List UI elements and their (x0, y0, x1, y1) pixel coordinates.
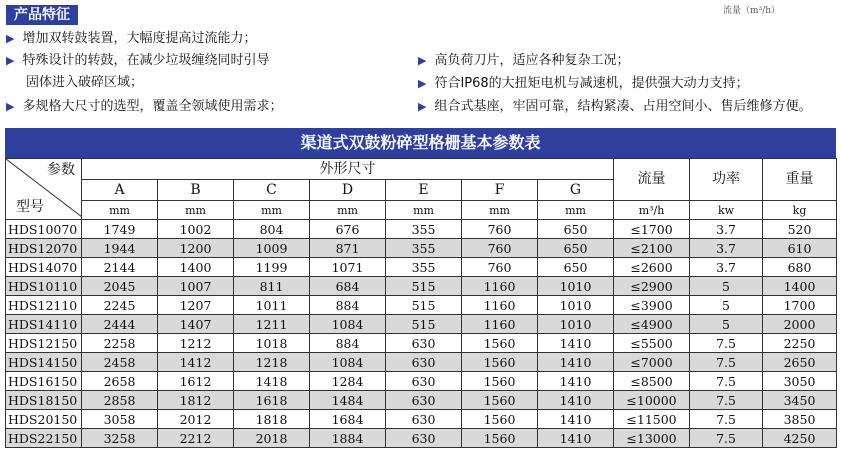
value-cell: 7.5 (690, 353, 763, 372)
model-cell: HDS14070 (6, 258, 82, 277)
value-cell: 1560 (462, 353, 538, 372)
unit-cell: mm (386, 201, 462, 220)
col-header: C (234, 180, 310, 201)
value-cell: 1560 (462, 372, 538, 391)
value-cell: 760 (462, 258, 538, 277)
value-cell: 2245 (82, 296, 158, 315)
value-cell: 3450 (763, 391, 837, 410)
value-cell: 1410 (538, 372, 614, 391)
value-cell: 1884 (310, 429, 386, 448)
unit-cell: mm (234, 201, 310, 220)
power-header: 功率 (690, 159, 763, 201)
value-cell: 871 (310, 239, 386, 258)
corner-header (6, 159, 82, 220)
model-cell: HDS22150 (6, 429, 82, 448)
value-cell: 1749 (82, 220, 158, 239)
table-row (6, 296, 837, 315)
col-header: G (538, 180, 614, 201)
model-cell: HDS14150 (6, 353, 82, 372)
corner-note: 流量（m³/h） (723, 6, 780, 16)
unit-cell: mm (82, 201, 158, 220)
table-row (6, 277, 837, 296)
value-cell: 650 (538, 220, 614, 239)
value-cell: ≤2100 (614, 239, 690, 258)
value-cell: 2144 (82, 258, 158, 277)
value-cell: 2018 (234, 429, 310, 448)
value-cell: ≤3900 (614, 296, 690, 315)
value-cell: 1412 (158, 353, 234, 372)
value-cell: 1700 (763, 296, 837, 315)
value-cell: 3.7 (690, 258, 763, 277)
value-cell: 5 (690, 277, 763, 296)
value-cell: ≤4900 (614, 315, 690, 334)
value-cell: 1084 (310, 315, 386, 334)
value-cell: 2658 (82, 372, 158, 391)
value-cell: 650 (538, 239, 614, 258)
value-cell: 1007 (158, 277, 234, 296)
value-cell: 760 (462, 220, 538, 239)
model-cell: HDS14110 (6, 315, 82, 334)
triangle-bullet-icon: ▶ (418, 77, 427, 90)
value-cell: 1212 (158, 334, 234, 353)
model-cell: HDS18150 (6, 391, 82, 410)
value-cell: 3050 (763, 372, 837, 391)
value-cell: 884 (310, 296, 386, 315)
table-row (6, 334, 837, 353)
value-cell: 1560 (462, 334, 538, 353)
value-cell: 1560 (462, 391, 538, 410)
value-cell: 3850 (763, 410, 837, 429)
value-cell: 7.5 (690, 429, 763, 448)
unit-cell: mm (158, 201, 234, 220)
col-header: E (386, 180, 462, 201)
value-cell: 3258 (82, 429, 158, 448)
unit-cell: mm (462, 201, 538, 220)
triangle-bullet-icon: ▶ (6, 32, 15, 45)
feature-item: ▶ 特殊设计的转鼓，在减少垃圾缠绕同时引导 固体进入破碎区域； (6, 53, 270, 90)
value-cell: 684 (310, 277, 386, 296)
value-cell: 515 (386, 296, 462, 315)
table-row (6, 239, 837, 258)
section-title: 产品特征 (6, 5, 78, 25)
value-cell: 2258 (82, 334, 158, 353)
value-cell: 355 (386, 239, 462, 258)
value-cell: 1160 (462, 315, 538, 334)
value-cell: 4250 (763, 429, 837, 448)
value-cell: ≤5500 (614, 334, 690, 353)
value-cell: 2045 (82, 277, 158, 296)
value-cell: 1084 (310, 353, 386, 372)
value-cell: 1400 (763, 277, 837, 296)
value-cell: 5 (690, 315, 763, 334)
feature-item: ▶ 符合IP68的大扭矩电机与减速机，提供强大动力支持； (418, 76, 749, 91)
value-cell: 2250 (763, 334, 837, 353)
table-row (6, 258, 837, 277)
value-cell: 7.5 (690, 410, 763, 429)
value-cell: 630 (386, 353, 462, 372)
triangle-bullet-icon: ▶ (418, 100, 427, 113)
value-cell: 1418 (234, 372, 310, 391)
model-cell: HDS12070 (6, 239, 82, 258)
value-cell: 7.5 (690, 372, 763, 391)
value-cell: ≤13000 (614, 429, 690, 448)
value-cell: 1410 (538, 410, 614, 429)
value-cell: 1618 (234, 391, 310, 410)
value-cell: 1818 (234, 410, 310, 429)
value-cell: 355 (386, 220, 462, 239)
unit-cell: kw (690, 201, 763, 220)
value-cell: 1011 (234, 296, 310, 315)
value-cell: 355 (386, 258, 462, 277)
value-cell: 2000 (763, 315, 837, 334)
table-row (6, 391, 837, 410)
table-row (6, 372, 837, 391)
table-body (6, 220, 837, 448)
value-cell: 2212 (158, 429, 234, 448)
value-cell: 760 (462, 239, 538, 258)
value-cell: 804 (234, 220, 310, 239)
value-cell: 1410 (538, 334, 614, 353)
value-cell: 630 (386, 429, 462, 448)
value-cell: 3.7 (690, 220, 763, 239)
value-cell: 1018 (234, 334, 310, 353)
value-cell: 2458 (82, 353, 158, 372)
col-header: B (158, 180, 234, 201)
value-cell: 1071 (310, 258, 386, 277)
model-cell: HDS12110 (6, 296, 82, 315)
weight-header: 重量 (763, 159, 837, 201)
value-cell: ≤1700 (614, 220, 690, 239)
table-row (6, 429, 837, 448)
value-cell: 1010 (538, 315, 614, 334)
value-cell: 680 (763, 258, 837, 277)
value-cell: 630 (386, 410, 462, 429)
unit-cell: mm (538, 201, 614, 220)
value-cell: 811 (234, 277, 310, 296)
unit-cell: kg (763, 201, 837, 220)
unit-cell: m³/h (614, 201, 690, 220)
value-cell: 1684 (310, 410, 386, 429)
flow-header: 流量 (614, 159, 690, 201)
value-cell: 2012 (158, 410, 234, 429)
value-cell: 7.5 (690, 391, 763, 410)
value-cell: ≤7000 (614, 353, 690, 372)
table-row (6, 410, 837, 429)
unit-cell: mm (310, 201, 386, 220)
value-cell: 1199 (234, 258, 310, 277)
value-cell: 1211 (234, 315, 310, 334)
value-cell: 1944 (82, 239, 158, 258)
value-cell: 1160 (462, 296, 538, 315)
col-header: F (462, 180, 538, 201)
triangle-bullet-icon: ▶ (6, 100, 15, 113)
value-cell: 1410 (538, 353, 614, 372)
value-cell: ≤2600 (614, 258, 690, 277)
table-row (6, 353, 837, 372)
model-label: 型号 (16, 199, 44, 215)
value-cell: 515 (386, 315, 462, 334)
model-cell: HDS10110 (6, 277, 82, 296)
value-cell: 1410 (538, 391, 614, 410)
value-cell: 1410 (538, 429, 614, 448)
value-cell: 1002 (158, 220, 234, 239)
value-cell: 1010 (538, 277, 614, 296)
value-cell: 676 (310, 220, 386, 239)
table-row (6, 220, 837, 239)
value-cell: 1010 (538, 296, 614, 315)
value-cell: 1207 (158, 296, 234, 315)
value-cell: 1284 (310, 372, 386, 391)
value-cell: 515 (386, 277, 462, 296)
value-cell: 1484 (310, 391, 386, 410)
model-cell: HDS16150 (6, 372, 82, 391)
model-cell: HDS12150 (6, 334, 82, 353)
value-cell: ≤10000 (614, 391, 690, 410)
param-label: 参数 (47, 162, 75, 178)
value-cell: 610 (763, 239, 837, 258)
value-cell: 1560 (462, 410, 538, 429)
parameter-table (5, 128, 836, 448)
col-header: D (310, 180, 386, 201)
value-cell: 630 (386, 391, 462, 410)
model-cell: HDS20150 (6, 410, 82, 429)
value-cell: 1812 (158, 391, 234, 410)
dim-header: 外形尺寸 (82, 159, 614, 180)
value-cell: 1009 (234, 239, 310, 258)
triangle-bullet-icon: ▶ (6, 54, 15, 67)
value-cell: 1400 (158, 258, 234, 277)
value-cell: 7.5 (690, 334, 763, 353)
col-header: A (82, 180, 158, 201)
value-cell: 3.7 (690, 239, 763, 258)
value-cell: ≤11500 (614, 410, 690, 429)
value-cell: 630 (386, 334, 462, 353)
value-cell: 884 (310, 334, 386, 353)
value-cell: 2650 (763, 353, 837, 372)
value-cell: 1612 (158, 372, 234, 391)
value-cell: 5 (690, 296, 763, 315)
value-cell: ≤8500 (614, 372, 690, 391)
value-cell: 630 (386, 372, 462, 391)
value-cell: 650 (538, 258, 614, 277)
model-cell: HDS10070 (6, 220, 82, 239)
value-cell: 2444 (82, 315, 158, 334)
feature-item: ▶ 增加双转鼓装置，大幅度提高过流能力； (6, 31, 257, 46)
feature-item: ▶ 高负荷刀片，适应各种复杂工况； (418, 53, 630, 68)
value-cell: 3058 (82, 410, 158, 429)
value-cell: 1407 (158, 315, 234, 334)
triangle-bullet-icon: ▶ (418, 54, 427, 67)
feature-item: ▶ 组合式基座，牢固可靠，结构紧凑、占用空间小、售后维修方便。 (418, 99, 812, 114)
value-cell: 520 (763, 220, 837, 239)
value-cell: ≤2900 (614, 277, 690, 296)
value-cell: 2858 (82, 391, 158, 410)
value-cell: 1218 (234, 353, 310, 372)
table-title: 渠道式双鼓粉碎型格栅基本参数表 (5, 128, 836, 158)
feature-item: ▶ 多规格大尺寸的选型，覆盖全领域使用需求； (6, 99, 283, 114)
value-cell: 1200 (158, 239, 234, 258)
value-cell: 1160 (462, 277, 538, 296)
value-cell: 1560 (462, 429, 538, 448)
table-row (6, 315, 837, 334)
